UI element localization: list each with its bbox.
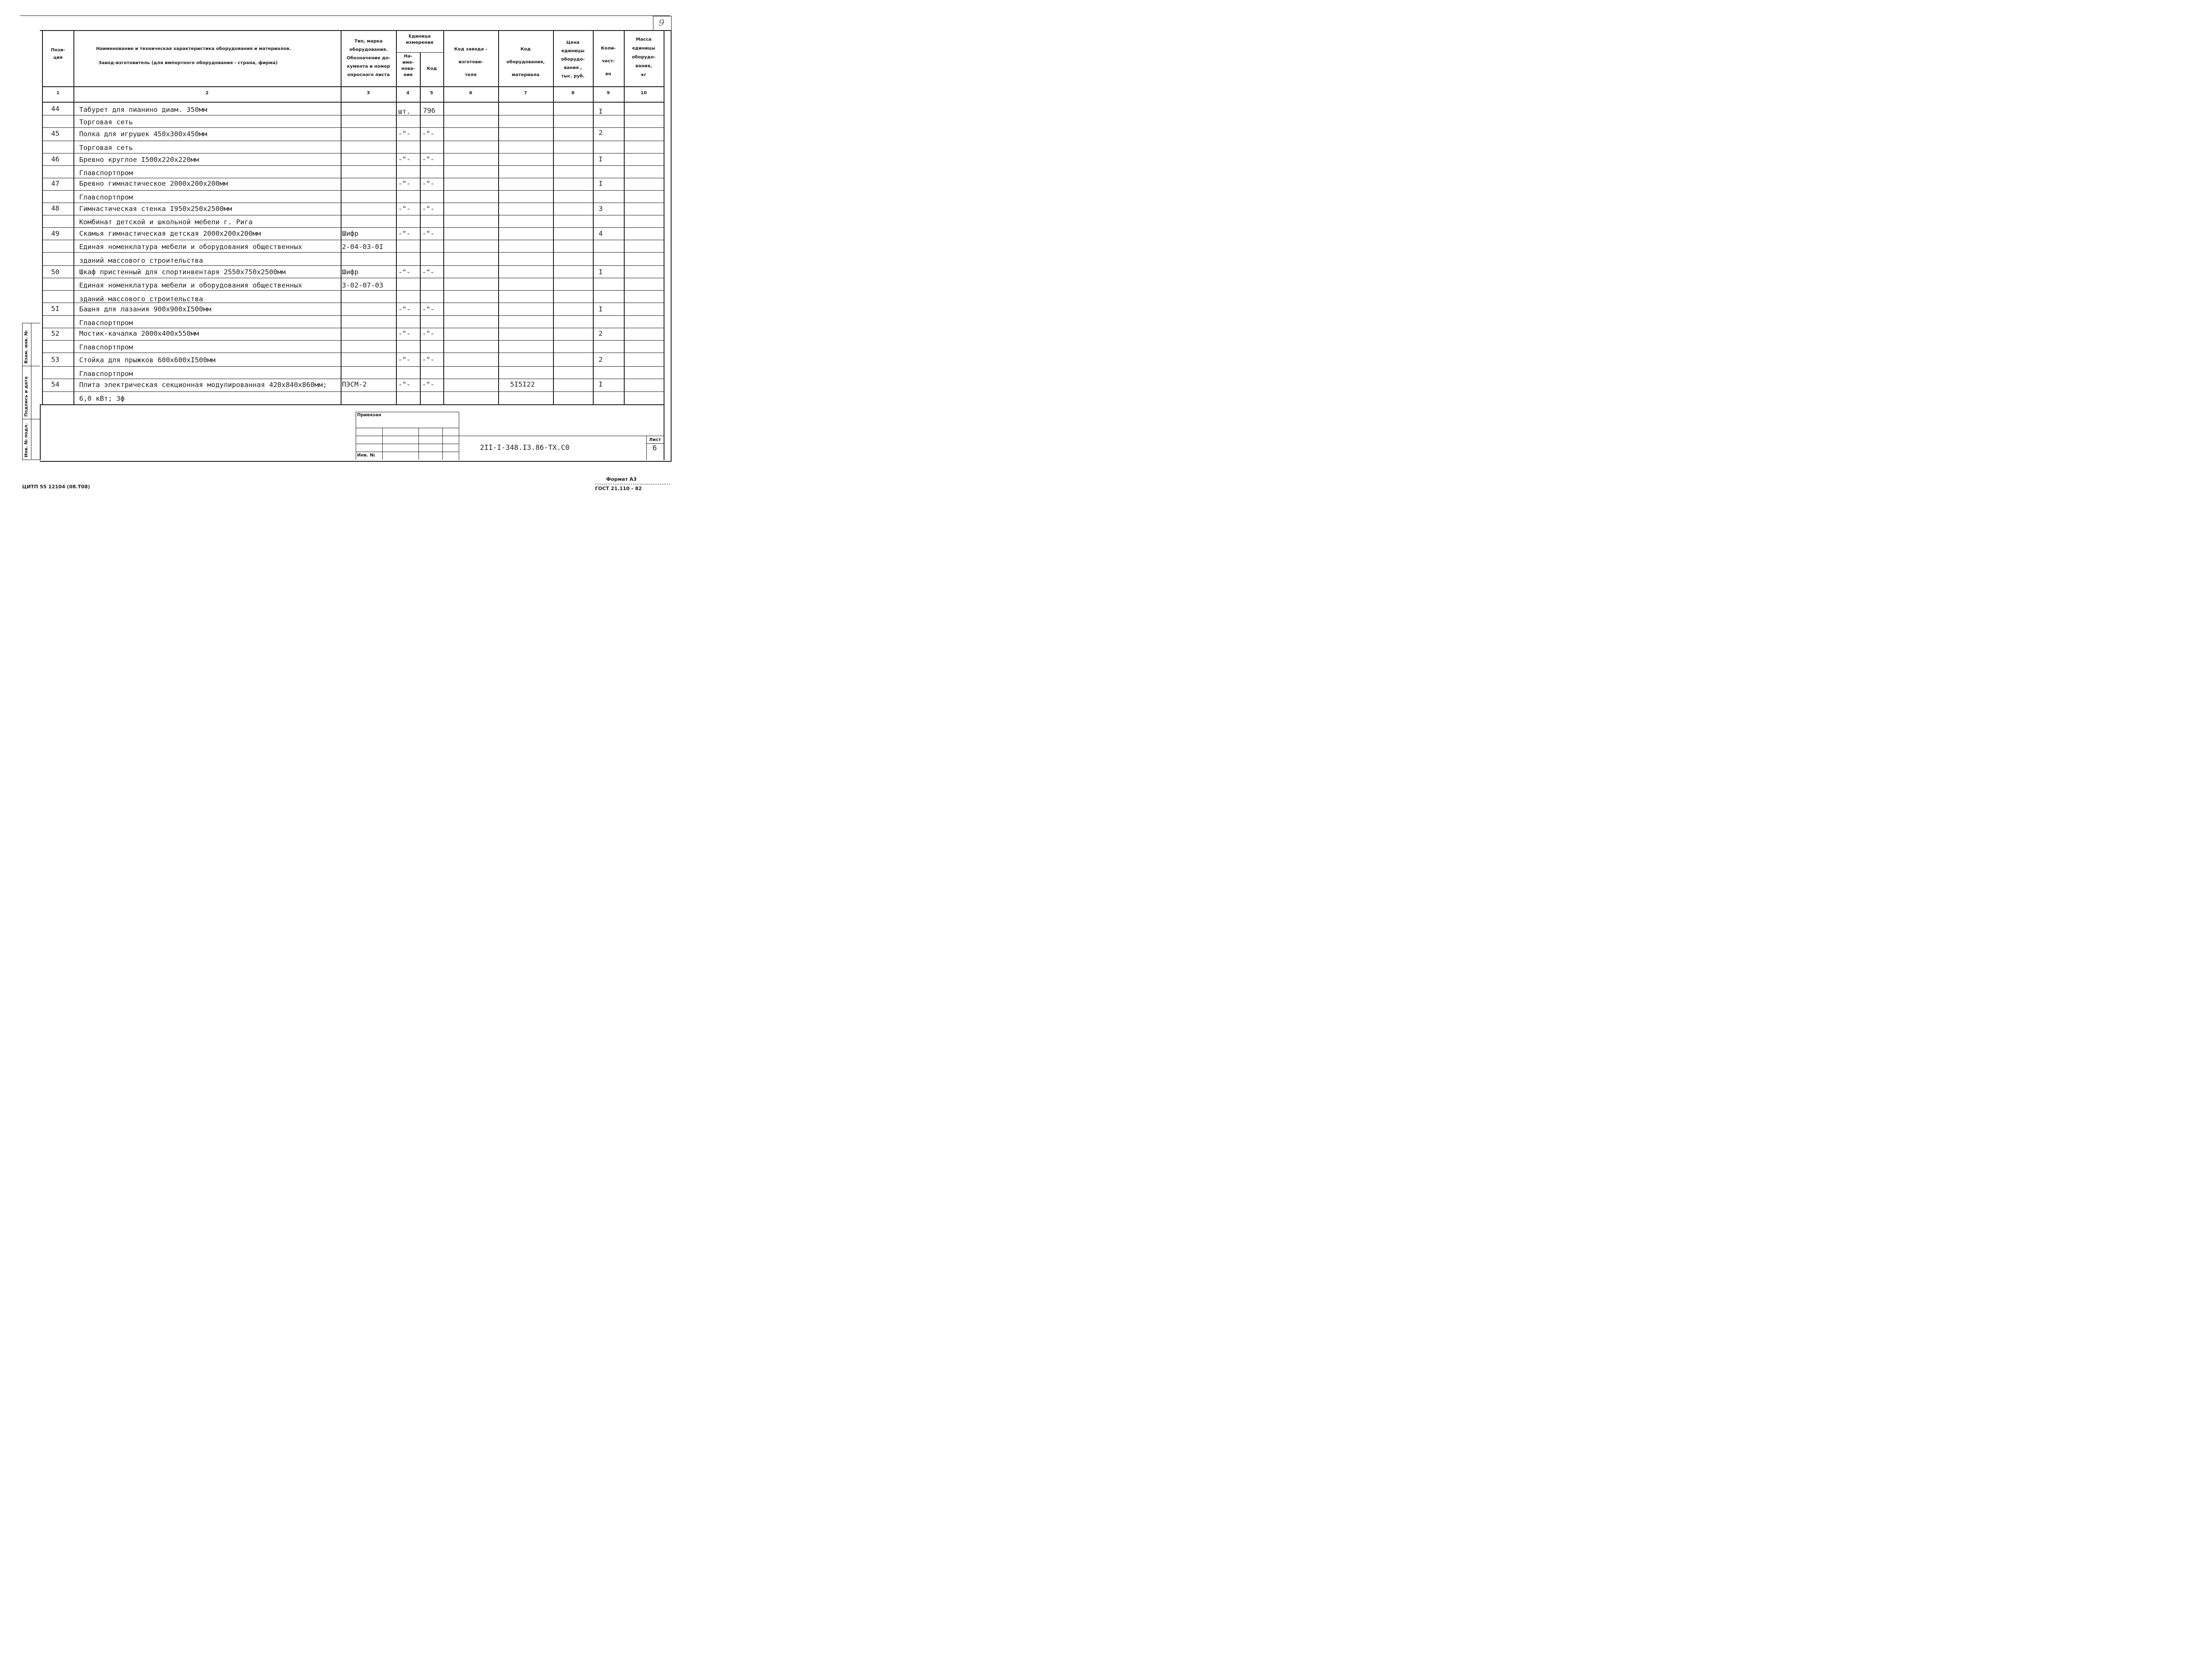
cell-unit: -"- [398, 330, 411, 337]
sheet-mark: 9 [659, 17, 664, 28]
col-divider [420, 52, 421, 404]
cell-unit: -"- [398, 130, 411, 138]
row-divider [42, 290, 664, 291]
header-unit-code: Код [426, 66, 437, 71]
stamp-privyazan-label: Привязан [357, 413, 381, 418]
cell-unit: -"- [398, 305, 411, 313]
title-block-line [646, 436, 647, 460]
cell-position: 45 [51, 130, 60, 138]
row-divider [42, 265, 664, 266]
table-bottom-border [40, 404, 664, 405]
cell-unit: -"- [398, 268, 411, 276]
header-quantity: Коли- чест- во [601, 46, 616, 77]
cell-quantity: I [599, 180, 603, 188]
header-type: Тип, марка оборудования. Обозначение до- кумента и номер опросного листа [346, 39, 391, 77]
col-number: 2 [205, 91, 209, 96]
cell-quantity: 4 [599, 230, 603, 238]
col-number: 1 [56, 91, 60, 96]
sheet-number: 6 [653, 444, 657, 452]
cell-unit-code: -"- [422, 155, 434, 163]
cell-name: Скамья гимнастическая детская 2000х200х200мм [79, 230, 261, 238]
stamp-line [442, 428, 443, 460]
header-price: Цена единицы оборудо- вания , тыс. руб. [561, 40, 585, 79]
cell-name: Полка для игрушек 450х300х450мм [79, 130, 207, 138]
footer-print-code: ЦИТП 55 12104 (08.Т08) [22, 484, 90, 490]
cell-type: Шифр [342, 230, 359, 238]
cell-position: 54 [51, 380, 60, 388]
stamp-line [382, 428, 383, 460]
row-divider [42, 190, 664, 191]
header-unit-name: На- име- нова- ние [401, 54, 415, 77]
cell-quantity: I [599, 107, 603, 115]
cell-name: зданий массового строительства [79, 295, 203, 303]
row-divider [42, 127, 664, 128]
row-divider [42, 252, 664, 253]
cell-unit-code: -"- [422, 305, 434, 313]
col-divider [396, 30, 397, 404]
cell-position: 47 [51, 180, 60, 188]
side-label-inventory: Инв. № подл. [24, 423, 29, 457]
col-divider [553, 30, 554, 404]
row-divider [42, 227, 664, 228]
cell-unit-code: -"- [422, 230, 434, 238]
cell-quantity: 3 [599, 205, 603, 213]
cell-name: Мостик-качалка 2000х400х550мм [79, 330, 199, 337]
cell-position: 48 [51, 204, 60, 212]
row-divider [42, 165, 664, 166]
col-divider [624, 30, 625, 404]
cell-name: Главспортпром [79, 193, 133, 201]
header-mass: Масса единицы оборудо- вания, кг [632, 37, 656, 77]
col-divider [443, 30, 444, 404]
cell-type: 3-02-07-03 [342, 281, 384, 289]
cell-material-code: 5I5I22 [510, 380, 535, 388]
cell-quantity: I [599, 268, 603, 276]
header-factory-code: Код завода - изготови- теля [454, 47, 488, 77]
cell-name: Гимнастическая стенка I950х250х2500мм [79, 205, 232, 213]
col-number: 5 [430, 91, 433, 96]
cell-unit-code: -"- [422, 205, 434, 213]
document-code: 2II-I-348.I3.86-ТХ.С0 [480, 443, 570, 452]
cell-type: ПЭСМ-2 [342, 380, 367, 388]
row-divider [42, 315, 664, 316]
cell-quantity: 2 [599, 330, 603, 337]
cell-name: Стойка для прыжков 600х600хI500мм [79, 356, 215, 364]
cell-name: Торговая сеть [79, 144, 133, 152]
header-name-line2: Завод-изготовитель (для импортного оборудования - страна, фирма) [98, 61, 278, 65]
cell-position: 49 [51, 230, 60, 238]
header-divider [42, 86, 664, 87]
cell-unit: -"- [398, 180, 411, 188]
row-divider [42, 366, 664, 367]
cell-unit-code: -"- [422, 130, 434, 138]
cell-unit: -"- [398, 380, 411, 388]
row-divider [42, 340, 664, 341]
cell-quantity: 2 [599, 129, 603, 137]
cell-quantity: I [599, 155, 603, 163]
header-material-code: Код оборудования, материала [506, 47, 545, 77]
cell-unit-code: -"- [422, 330, 434, 337]
sheet-label: Лист [649, 437, 661, 442]
cell-position: 50 [51, 268, 60, 276]
col-number: 10 [641, 91, 647, 96]
col-divider [593, 30, 594, 404]
cell-name: Единая номенклатура мебели и оборудования общественных [79, 243, 302, 251]
footer-format: Формат А3 [606, 476, 637, 482]
cell-type: 2-04-03-0I [342, 243, 384, 251]
cell-quantity: I [599, 305, 603, 313]
sheet-mark-box [653, 16, 672, 31]
cell-name: Плита электрическая секционная модулированная 420х840х860мм; [79, 381, 327, 389]
cell-name: Торговая сеть [79, 118, 133, 126]
cell-type: Шифр [342, 268, 359, 276]
cell-unit: -"- [398, 155, 411, 163]
col-divider [341, 30, 342, 404]
cell-quantity: I [599, 380, 603, 388]
cell-name: Главспортпром [79, 343, 133, 351]
col-number: 4 [406, 91, 410, 96]
cell-unit-code: -"- [422, 380, 434, 388]
cell-unit-code: -"- [422, 268, 434, 276]
footer-gost: ГОСТ 21.110 - 82 [595, 486, 642, 491]
cell-name: зданий массового строительства [79, 257, 203, 265]
cell-position: 5I [51, 305, 60, 313]
cell-name: Главспортпром [79, 169, 133, 177]
cell-unit-code: 796 [423, 107, 435, 115]
cell-position: 46 [51, 155, 60, 163]
cell-name: Бревно гимнастическое 2000х200х200мм [79, 180, 228, 188]
header-unit-group: Единица измерения [406, 34, 434, 45]
cell-unit: -"- [398, 230, 411, 238]
col-number: 8 [571, 91, 575, 96]
cell-name: Бревно круглое I500х220х220мм [79, 156, 199, 164]
cell-unit: шт. [398, 107, 411, 115]
stamp-inv-label: Инв. № [357, 453, 375, 458]
side-label-signature: Подпись и дата [24, 376, 29, 417]
cell-position: 53 [51, 356, 60, 364]
cell-name: Башня для лазания 900х900хI500мм [79, 305, 211, 313]
cell-name: 6,0 кВт; 3ф [79, 395, 125, 403]
cell-position: 52 [51, 330, 60, 337]
col-number: 9 [607, 91, 610, 96]
row-divider [42, 391, 664, 392]
cell-position: 44 [51, 105, 60, 113]
table-top-border [42, 30, 664, 31]
col-number: 3 [367, 91, 370, 96]
cell-name: Шкаф пристенный для спортинвентаря 2550х750х2500мм [79, 268, 286, 276]
header-position: Пози- ция [50, 48, 65, 60]
cell-quantity: 2 [599, 356, 603, 364]
cell-name: Главспортпром [79, 370, 133, 378]
cell-name: Комбинат детской и школьной мебели г. Рига [79, 218, 253, 226]
cell-unit: -"- [398, 205, 411, 213]
cell-name: Табурет для пианино диам. 350мм [79, 106, 207, 114]
col-number: 7 [524, 91, 527, 96]
cell-name: Главспортпром [79, 319, 133, 327]
cell-unit-code: -"- [422, 356, 434, 364]
col-divider [498, 30, 499, 404]
numbers-divider [42, 102, 664, 103]
header-name-line1: Наименование и техническая характеристика оборудования и материалов. [96, 46, 291, 51]
cell-unit: -"- [398, 356, 411, 364]
cell-unit-code: -"- [422, 180, 434, 188]
side-label-replacement: Взам. инв. № [24, 330, 29, 364]
col-divider [73, 30, 74, 404]
top-border-line [20, 15, 670, 16]
cell-name: Единая номенклатура мебели и оборудования общественных [79, 281, 302, 289]
col-number: 6 [469, 91, 472, 96]
